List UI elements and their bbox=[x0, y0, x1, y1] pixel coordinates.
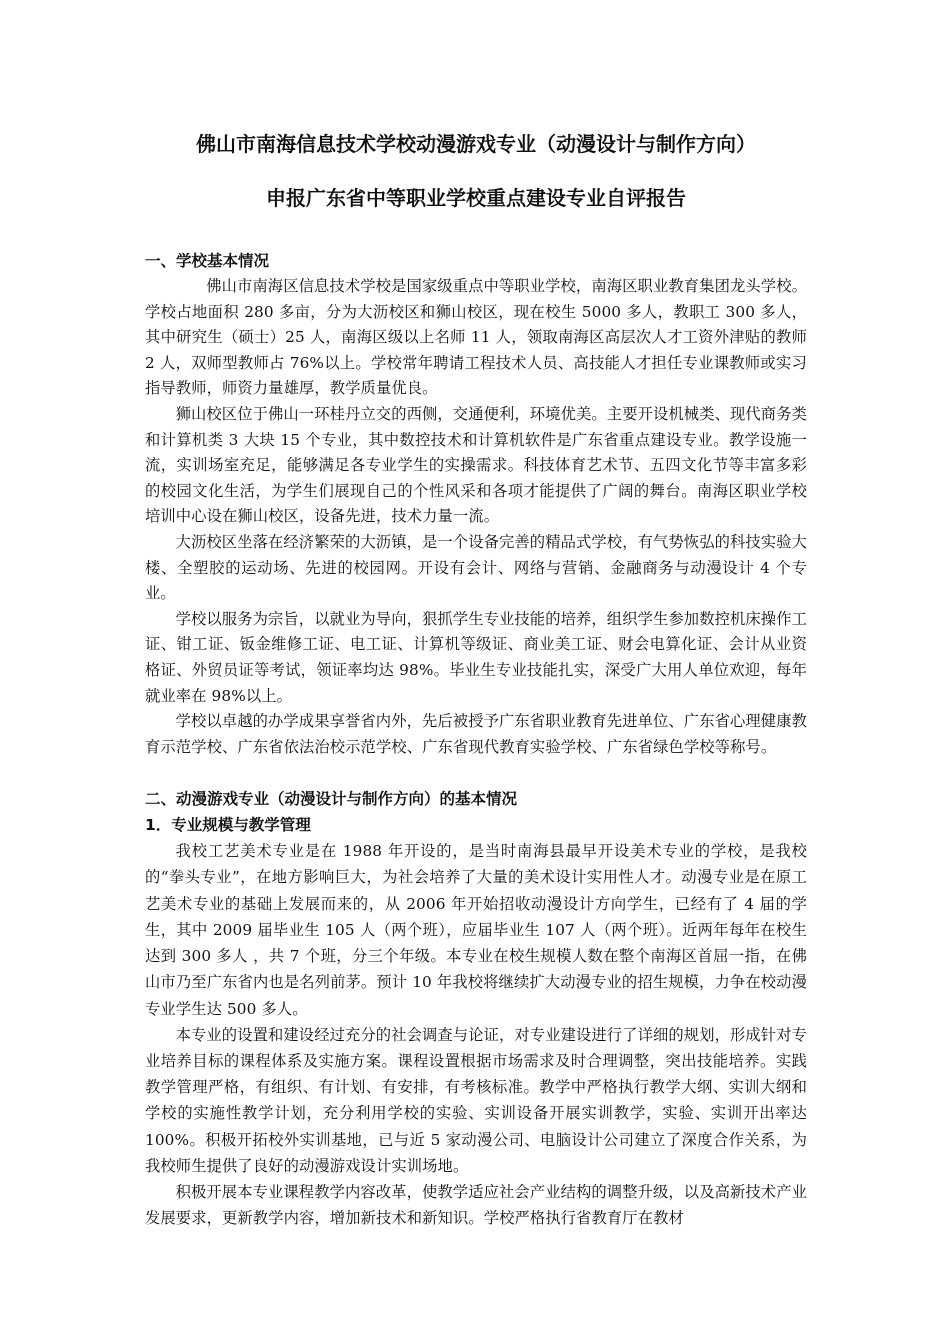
section2-heading: 二、动漫游戏专业（动漫设计与制作方向）的基本情况 bbox=[145, 790, 518, 809]
section2-paragraph-1: 我校工艺美术专业是在 1988 年开设的，是当时南海县最早开设美术专业的学校，是我校的“拳头专业”，在地方影响巨大，为社会培养了大量的美术设计实用性人才。动漫专业是在原工艺美术专业的基础上发展而来的，从 2006 年开始招收动漫设计方向学生，已经有了 4 届的学生，其中 2009 届毕业生 105 人（两个班），应届毕业生 107 人（两个班）。近两年每年在校生达到 300 多人 ，共 7 个班，分三个年级。本专业在校生规模人数在整个南海区首屈一指，在佛山市乃至广东省内也是名列前茅。预计 10 年我校将继续扩大动漫专业的招生规模，力争在校动漫专业学生达 500 多人。 bbox=[145, 842, 807, 1018]
document-page bbox=[145, 128, 807, 1231]
section2-paragraph-3: 积极开展本专业课程教学内容改革，使教学适应社会产业结构的调整升级，以及高新技术产业发展要求，更新教学内容，增加新技术和新知识。学校严格执行省教育厅在教材 bbox=[145, 1182, 807, 1228]
document-title-line1: 佛山市南海信息技术学校动漫游戏专业（动漫设计与制作方向） bbox=[196, 132, 756, 156]
section1-paragraph-4: 学校以服务为宗旨，以就业为导向，狠抓学生专业技能的培养，组织学生参加数控机床操作工证、钳工证、钣金维修工证、电工证、计算机等级证、商业美工证、财会电算化证、会计从业资格证、外贸员证等考试，领证率均达 98%。毕业生专业技能扎实，深受广大用人单位欢迎，每年就业率在 98%以上。 bbox=[145, 609, 807, 705]
section1-paragraph-1: 佛山市南海区信息技术学校是国家级重点中等职业学校，南海区职业教育集团龙头学校。学校占地面积 280 多亩，分为大沥校区和狮山校区，现在校生 5000 多人，教职工 300 多人，其中研究生（硕士）25 人，南海区级以上名师 11 人，领取南海区高层次人才工资外津贴的教师 2 人，双师型教师占 76%以上。学校常年聘请工程技术人员、高技能人才担任专业课教师或实习指导教师，师资力量雄厚，教学质量优良。 bbox=[145, 277, 807, 398]
section1-heading: 一、学校基本情况 bbox=[145, 252, 270, 270]
section1-paragraph-5: 学校以卓越的办学成果享誉省内外，先后被授予广东省职业教育先进单位、广东省心理健康教育示范学校、广东省依法治校示范学校、广东省现代教育实验学校、广东省绿色学校等称号。 bbox=[145, 712, 807, 756]
document-title-line2: 申报广东省中等职业学校重点建设专业自评报告 bbox=[266, 186, 686, 210]
section1-paragraph-3: 大沥校区坐落在经济繁荣的大沥镇，是一个设备完善的精品式学校，有气势恢弘的科技实验大楼、全塑胶的运动场、先进的校园网。开设有会计、网络与营销、金融商务与动漫设计 4 个专业。 bbox=[145, 532, 807, 603]
section1-paragraph-2: 狮山校区位于佛山一环桂丹立交的西侧，交通便利，环境优美。主要开设机械类、现代商务类和计算机类 3 大块 15 个专业，其中数控技术和计算机软件是广东省重点建设专业。教学设施一流，实训场室充足，能够满足各专业学生的实操需求。科技体育艺术节、五四文化节等丰富多彩的校园文化生活，为学生们展现自己的个性风采和各项才能提供了广阔的舞台。南海区职业学校培训中心设在狮山校区，设备先进，技术力量一流。 bbox=[145, 404, 807, 526]
section2-paragraph-2: 本专业的设置和建设经过充分的社会调查与论证，对专业建设进行了详细的规划，形成针对专业培养目标的课程体系及实施方案。课程设置根据市场需求及时合理调整，突出技能培养。实践教学管理严格，有组织、有计划、有安排，有考核标准。教学中严格执行教学大纲、实训大纲和学校的实施性教学计划，充分利用学校的实验、实训设备开展实训教学，实验、实训开出率达 100%。积极开拓校外实训基地，已与近 5 家动漫公司、电脑设计公司建立了深度合作关系，为我校师生提供了良好的动漫游戏设计实训场地。 bbox=[145, 1025, 807, 1175]
section2-subheading: 1．专业规模与教学管理 bbox=[145, 816, 311, 835]
